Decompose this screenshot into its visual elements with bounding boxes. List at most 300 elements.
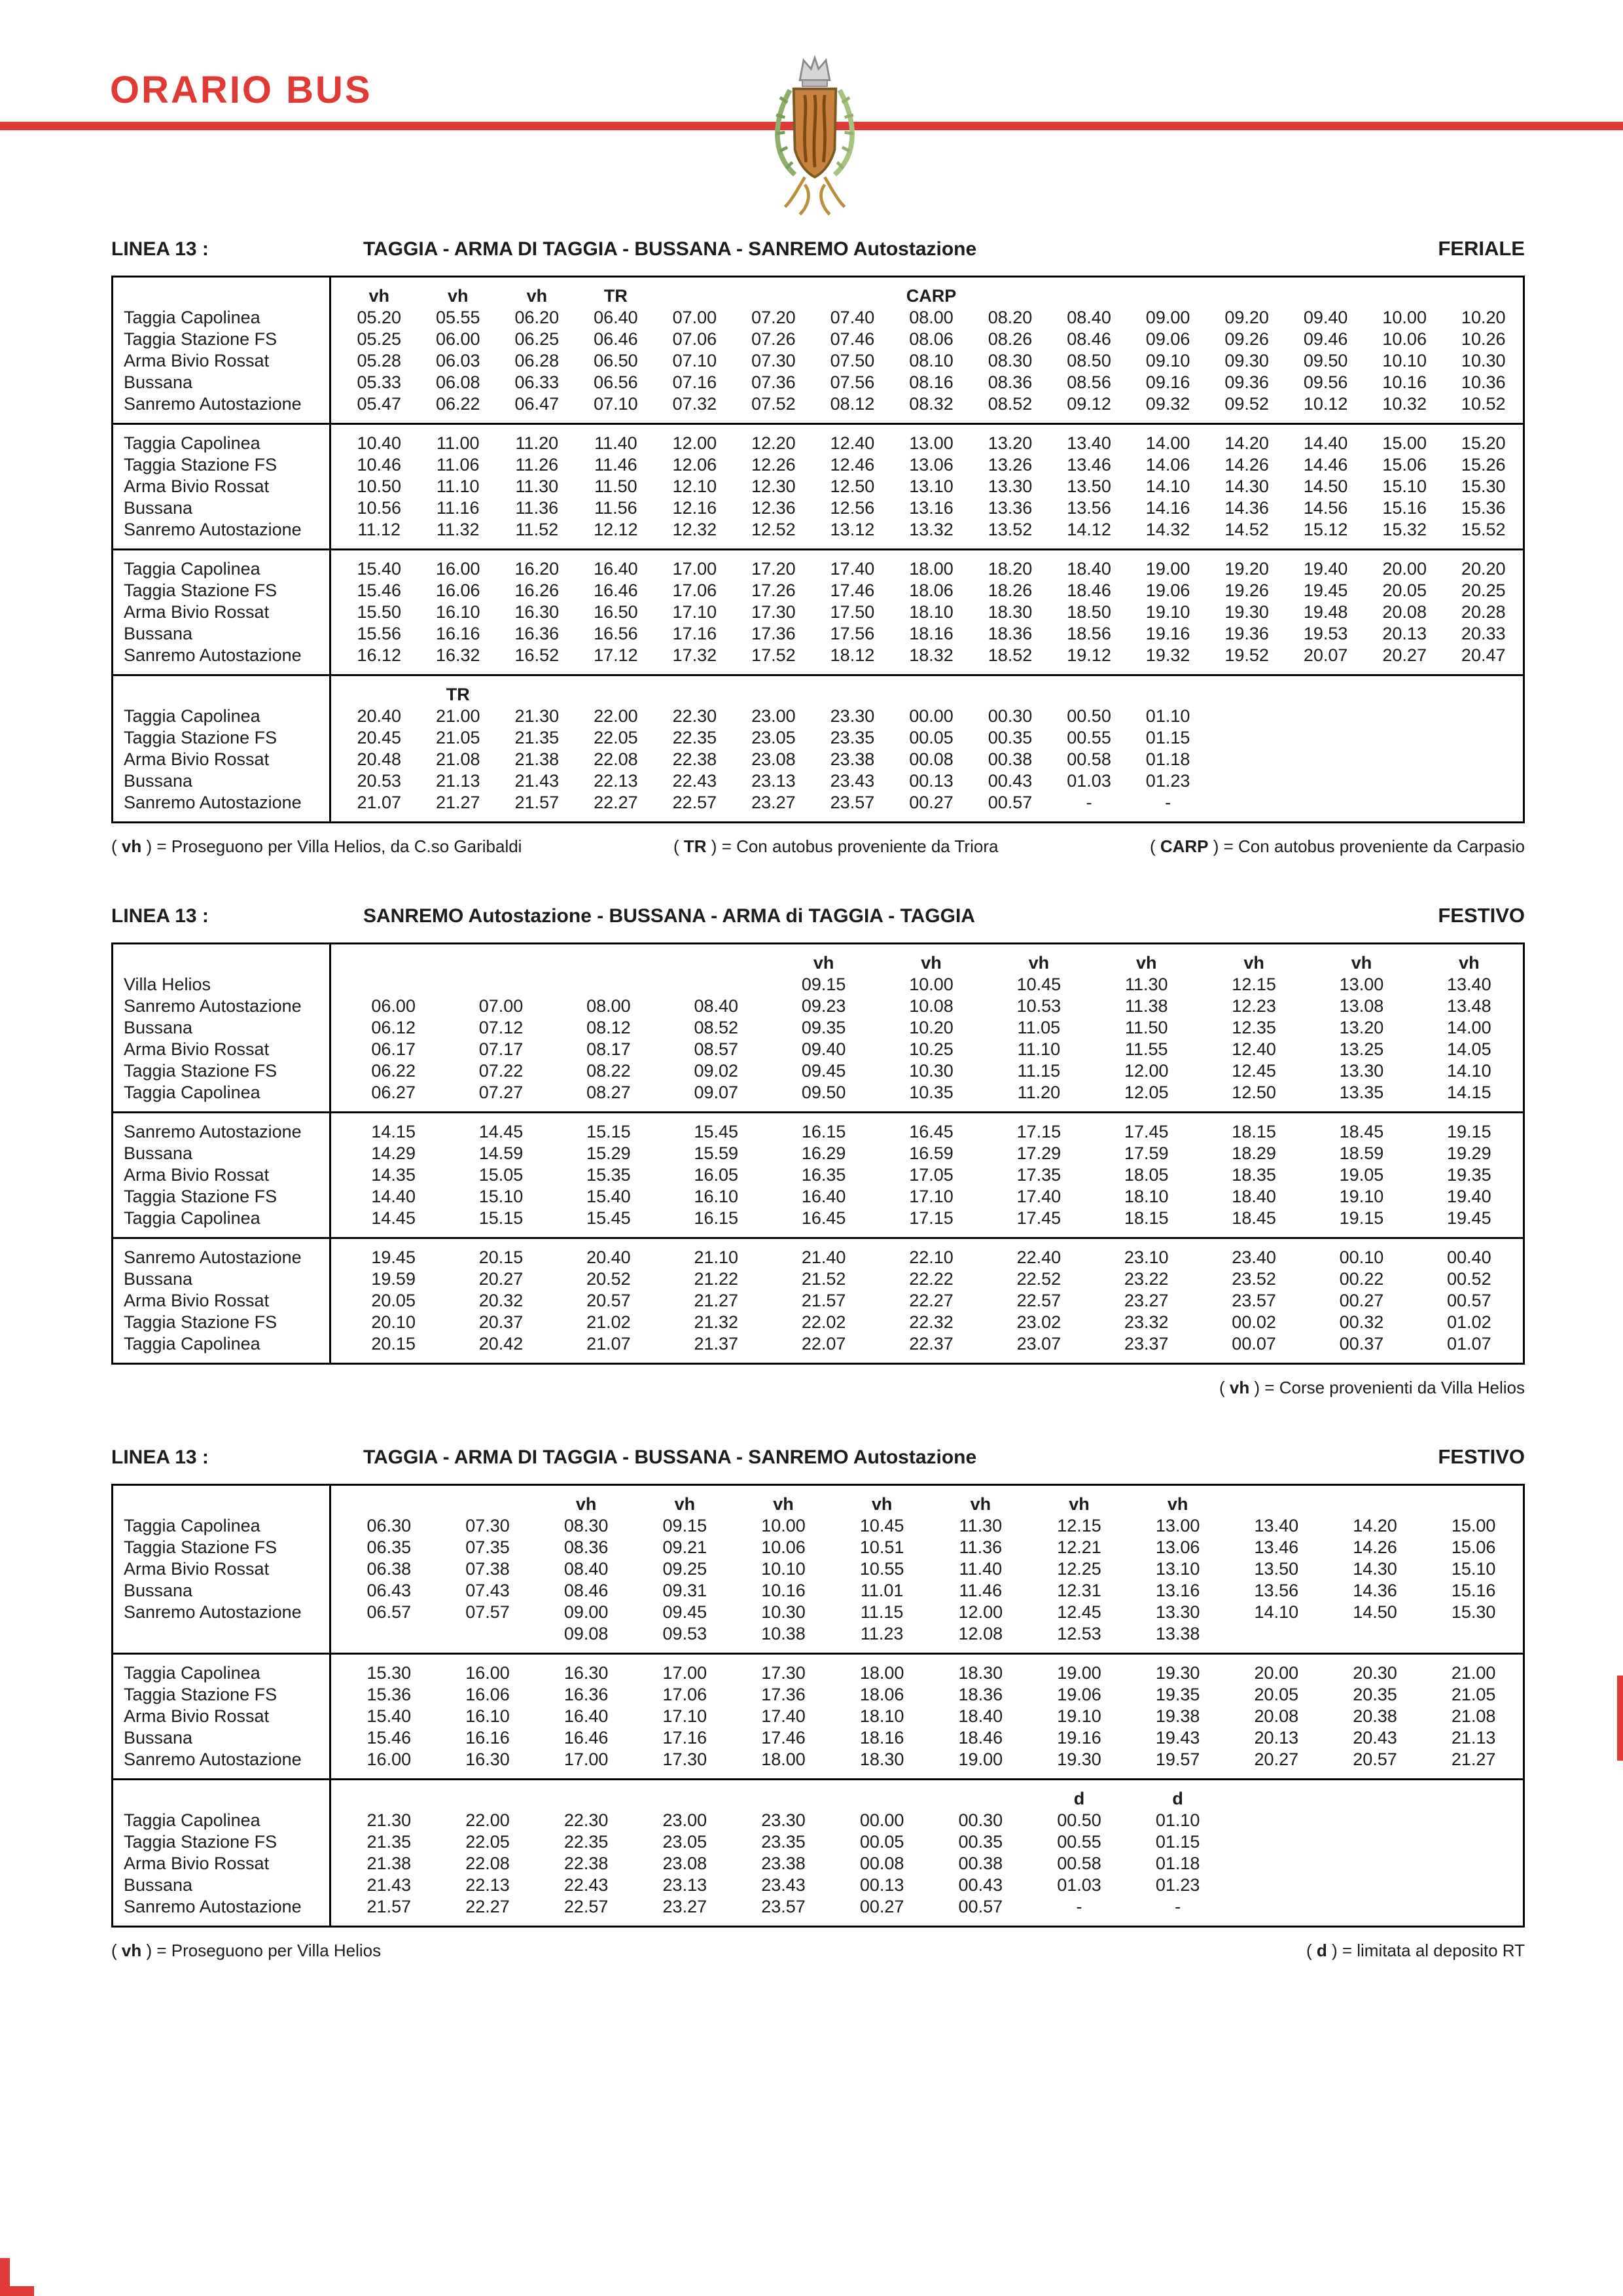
- time-cell: 01.03: [1067, 771, 1111, 791]
- time-cell: 23.10: [1124, 1247, 1169, 1267]
- time-cell: 20.40: [586, 1247, 631, 1267]
- time-cell: 09.10: [1145, 351, 1190, 370]
- times-grid: [340, 1312, 1523, 1333]
- time-cell: 09.21: [662, 1537, 707, 1557]
- time-cell: 22.37: [909, 1334, 954, 1354]
- time-cell: 10.32: [1382, 394, 1427, 414]
- time-cell: 21.38: [366, 1854, 412, 1873]
- time-cell: 09.50: [801, 1083, 846, 1102]
- time-cell: 22.30: [563, 1810, 609, 1830]
- time-cell: 01.15: [1145, 728, 1190, 747]
- station-label: Sanremo Autostazione: [124, 1122, 302, 1141]
- station-row: [113, 1312, 1523, 1333]
- time-cell: 15.35: [586, 1165, 631, 1185]
- time-cell: 18.10: [859, 1706, 904, 1726]
- time-cell: 11.05: [1017, 1018, 1061, 1037]
- marker-label: vh: [813, 953, 834, 973]
- station-row: [113, 645, 1523, 666]
- station-label: Bussana: [124, 1728, 193, 1748]
- time-cell: 22.30: [672, 706, 717, 726]
- times-grid: [340, 1334, 1523, 1354]
- time-cell: 09.07: [694, 1083, 739, 1102]
- time-cell: 15.20: [1461, 433, 1506, 453]
- time-cell: 14.29: [371, 1143, 416, 1163]
- marker-row: [113, 1788, 1523, 1810]
- time-cell: 09.40: [1303, 308, 1348, 327]
- time-cell: 20.45: [357, 728, 402, 747]
- time-cell: 12.12: [594, 520, 638, 539]
- time-cell: 14.59: [478, 1143, 524, 1163]
- time-cell: 17.46: [830, 581, 875, 600]
- time-cell: 13.38: [1155, 1624, 1200, 1643]
- time-cell: 09.12: [1067, 394, 1111, 414]
- times-grid: [340, 1685, 1523, 1705]
- time-cell: 12.31: [1057, 1581, 1101, 1600]
- time-cell: 12.06: [672, 455, 717, 475]
- time-cell: 06.00: [371, 996, 416, 1016]
- time-cell: 18.45: [1339, 1122, 1384, 1141]
- time-cell: 11.40: [594, 433, 637, 453]
- time-cell: 13.32: [909, 520, 954, 539]
- time-cell: 17.00: [662, 1663, 707, 1683]
- time-cell: 14.46: [1303, 455, 1348, 475]
- times-grid: [340, 1291, 1523, 1311]
- time-cell: 09.52: [1224, 394, 1269, 414]
- time-cell: 19.36: [1224, 624, 1269, 643]
- time-cell: 16.00: [436, 559, 480, 579]
- time-cell: 15.16: [1451, 1581, 1496, 1600]
- time-cell: 17.56: [830, 624, 875, 643]
- time-cell: 18.15: [1232, 1122, 1276, 1141]
- time-cell: 07.20: [751, 308, 796, 327]
- time-cell: 18.40: [958, 1706, 1003, 1726]
- time-cell: 13.00: [1155, 1516, 1200, 1535]
- time-cell: 22.00: [594, 706, 638, 726]
- time-cell: 15.45: [694, 1122, 739, 1141]
- station-label: Arma Bivio Rossat: [124, 602, 270, 622]
- timetable-block: [111, 1237, 1525, 1365]
- route-label: TAGGIA - ARMA DI TAGGIA - BUSSANA - SANREMO Autostazione: [363, 1446, 977, 1468]
- time-cell: 17.50: [830, 602, 875, 622]
- time-cell: 14.32: [1145, 520, 1190, 539]
- time-cell: 15.56: [357, 624, 402, 643]
- time-cell: 10.25: [909, 1039, 954, 1059]
- time-cell: 06.03: [436, 351, 480, 370]
- time-cell: 09.30: [1224, 351, 1269, 370]
- time-cell: 15.12: [1303, 520, 1348, 539]
- time-cell: 08.10: [909, 351, 954, 370]
- time-cell: 23.27: [1124, 1291, 1169, 1310]
- time-cell: 07.56: [830, 372, 875, 392]
- time-cell: 06.35: [366, 1537, 412, 1557]
- time-cell: 00.35: [988, 728, 1033, 747]
- time-cell: 14.40: [1303, 433, 1348, 453]
- time-cell: 14.06: [1145, 455, 1190, 475]
- time-cell: 16.30: [514, 602, 560, 622]
- time-cell: 07.57: [465, 1602, 510, 1622]
- time-cell: 14.30: [1224, 476, 1269, 496]
- time-cell: 01.07: [1447, 1334, 1491, 1354]
- time-cell: 10.50: [357, 476, 402, 496]
- times-grid: [340, 1247, 1523, 1268]
- time-cell: 08.06: [909, 329, 954, 349]
- time-cell: 07.36: [751, 372, 796, 392]
- time-cell: 08.22: [586, 1061, 631, 1081]
- time-cell: 12.32: [672, 520, 717, 539]
- times-grid: [340, 953, 1523, 973]
- time-cell: 18.40: [1232, 1187, 1276, 1206]
- time-cell: 06.08: [436, 372, 480, 392]
- time-cell: 00.02: [1232, 1312, 1276, 1332]
- time-cell: 07.00: [672, 308, 717, 327]
- time-cell: 15.36: [366, 1685, 412, 1704]
- timetable-1-feriale: [111, 237, 1525, 857]
- times-grid: [340, 771, 1523, 791]
- time-cell: -: [1086, 793, 1092, 812]
- timetable-block: [111, 276, 1525, 425]
- time-cell: 20.27: [1254, 1749, 1299, 1769]
- times-grid: [340, 706, 1523, 726]
- marker-label: vh: [773, 1494, 794, 1514]
- time-cell: 16.00: [366, 1749, 412, 1769]
- time-cell: 18.56: [1067, 624, 1111, 643]
- time-cell: 12.10: [672, 476, 717, 496]
- time-cell: 11.10: [437, 476, 480, 496]
- line-label: LINEA 13 :: [111, 905, 209, 927]
- time-cell: 22.27: [909, 1291, 954, 1310]
- marker-label: d: [1073, 1789, 1085, 1808]
- time-cell: 19.53: [1303, 624, 1348, 643]
- timetable-block: [111, 1653, 1525, 1780]
- time-cell: 08.12: [830, 394, 875, 414]
- time-cell: 18.00: [859, 1663, 904, 1683]
- time-cell: 17.26: [751, 581, 796, 600]
- station-row: [113, 1082, 1523, 1103]
- time-cell: 08.32: [909, 394, 954, 414]
- time-cell: 19.38: [1155, 1706, 1200, 1726]
- time-cell: 20.05: [1382, 581, 1427, 600]
- time-cell: -: [1165, 793, 1171, 812]
- time-cell: 12.00: [672, 433, 717, 453]
- station-row: [113, 792, 1523, 814]
- station-label: Sanremo Autostazione: [124, 645, 302, 665]
- time-cell: 22.32: [909, 1312, 954, 1332]
- times-grid: [340, 1875, 1523, 1895]
- station-row: [113, 558, 1523, 580]
- time-cell: 14.05: [1447, 1039, 1491, 1059]
- time-cell: 23.27: [751, 793, 796, 812]
- time-cell: 00.32: [1339, 1312, 1384, 1332]
- time-cell: 08.27: [586, 1083, 631, 1102]
- time-cell: 17.30: [761, 1663, 806, 1683]
- time-cell: 17.15: [1016, 1122, 1061, 1141]
- time-cell: 19.45: [1447, 1208, 1491, 1228]
- marker-label: vh: [1243, 953, 1264, 973]
- time-cell: 16.20: [514, 559, 560, 579]
- time-cell: 22.57: [563, 1897, 609, 1916]
- time-cell: 07.35: [465, 1537, 510, 1557]
- time-cell: 05.28: [357, 351, 402, 370]
- station-label: Villa Helios: [124, 975, 211, 994]
- time-cell: 22.27: [594, 793, 638, 812]
- time-cell: 22.07: [801, 1334, 846, 1354]
- times-grid: [340, 1537, 1523, 1558]
- time-cell: 00.27: [1339, 1291, 1384, 1310]
- time-cell: 13.06: [1155, 1537, 1200, 1557]
- time-cell: 00.05: [909, 728, 954, 747]
- marker-row: [113, 952, 1523, 974]
- time-cell: 12.21: [1057, 1537, 1101, 1557]
- page-title: ORARIO BUS: [110, 69, 372, 111]
- time-cell: 22.13: [594, 771, 638, 791]
- time-cell: 16.10: [465, 1706, 510, 1726]
- time-cell: 10.12: [1303, 394, 1348, 414]
- station-label: Arma Bivio Rossat: [124, 1039, 270, 1059]
- time-cell: 00.05: [859, 1832, 904, 1852]
- time-cell: 11.46: [959, 1581, 1003, 1600]
- time-cell: 21.30: [514, 706, 560, 726]
- time-cell: 09.08: [563, 1624, 609, 1643]
- time-cell: 01.10: [1155, 1810, 1200, 1830]
- shield-icon: [794, 89, 836, 177]
- time-cell: 07.26: [751, 329, 796, 349]
- time-cell: 18.35: [1232, 1165, 1276, 1185]
- time-cell: 20.42: [478, 1334, 524, 1354]
- time-cell: 17.16: [662, 1728, 707, 1748]
- time-cell: 15.10: [1382, 476, 1427, 496]
- time-cell: 22.35: [672, 728, 717, 747]
- footnote: [1150, 836, 1525, 857]
- time-cell: 10.45: [1016, 975, 1061, 994]
- time-cell: 21.27: [694, 1291, 739, 1310]
- station-label: Bussana: [124, 1269, 193, 1289]
- time-cell: 00.52: [1447, 1269, 1491, 1289]
- time-cell: 21.08: [1451, 1706, 1496, 1726]
- time-cell: 10.16: [761, 1581, 806, 1600]
- time-cell: 15.30: [1451, 1602, 1496, 1622]
- time-cell: 09.02: [694, 1061, 739, 1081]
- marker-label: vh: [871, 1494, 893, 1514]
- time-cell: 22.13: [465, 1875, 510, 1895]
- times-grid: [340, 520, 1523, 540]
- time-cell: 13.20: [1339, 1018, 1384, 1037]
- time-cell: 07.43: [465, 1581, 510, 1600]
- time-cell: 06.38: [366, 1559, 412, 1579]
- time-cell: 08.30: [563, 1516, 609, 1535]
- station-label: Sanremo Autostazione: [124, 520, 302, 539]
- time-cell: 17.06: [672, 581, 717, 600]
- time-cell: 12.00: [958, 1602, 1003, 1622]
- station-row: [113, 1290, 1523, 1312]
- time-cell: 23.30: [830, 706, 875, 726]
- time-cell: 08.00: [586, 996, 631, 1016]
- time-cell: 15.00: [1382, 433, 1427, 453]
- time-cell: 12.45: [1232, 1061, 1276, 1081]
- time-cell: 12.08: [958, 1624, 1003, 1643]
- time-cell: 21.07: [357, 793, 402, 812]
- time-cell: 21.40: [801, 1247, 846, 1267]
- time-cell: 16.15: [801, 1122, 846, 1141]
- time-cell: 23.38: [761, 1854, 806, 1873]
- time-cell: 20.13: [1382, 624, 1427, 643]
- time-cell: 19.12: [1067, 645, 1111, 665]
- time-cell: 07.38: [465, 1559, 510, 1579]
- time-cell: 09.26: [1224, 329, 1269, 349]
- timetable-block: [111, 548, 1525, 676]
- time-cell: 12.35: [1232, 1018, 1276, 1037]
- time-cell: -: [1175, 1897, 1181, 1916]
- station-label: Taggia Capolinea: [124, 1334, 260, 1354]
- time-cell: 10.26: [1461, 329, 1506, 349]
- station-label: Sanremo Autostazione: [124, 1247, 302, 1267]
- time-cell: 14.50: [1353, 1602, 1397, 1622]
- station-row: [113, 1017, 1523, 1039]
- time-cell: 13.40: [1067, 433, 1111, 453]
- time-cell: 15.10: [478, 1187, 524, 1206]
- time-cell: 06.33: [514, 372, 560, 392]
- time-cell: 19.40: [1303, 559, 1348, 579]
- time-cell: 17.05: [909, 1165, 954, 1185]
- time-cell: 20.57: [1353, 1749, 1397, 1769]
- time-cell: 20.15: [478, 1247, 524, 1267]
- time-cell: 00.57: [988, 793, 1033, 812]
- time-cell: 19.26: [1224, 581, 1269, 600]
- time-cell: 22.57: [1016, 1291, 1061, 1310]
- station-label: Taggia Stazione FS: [124, 1312, 277, 1332]
- time-cell: 07.00: [478, 996, 524, 1016]
- time-cell: 13.36: [988, 498, 1033, 518]
- time-cell: 22.35: [563, 1832, 609, 1852]
- station-label: Arma Bivio Rossat: [124, 1854, 270, 1873]
- time-cell: 16.40: [594, 559, 638, 579]
- marker-label: vh: [1135, 953, 1157, 973]
- station-label: Sanremo Autostazione: [124, 996, 302, 1016]
- time-cell: 16.30: [563, 1663, 609, 1683]
- time-cell: 19.52: [1224, 645, 1269, 665]
- time-cell: 17.46: [761, 1728, 806, 1748]
- time-cell: 21.32: [694, 1312, 739, 1332]
- time-cell: 18.52: [988, 645, 1033, 665]
- time-cell: 00.27: [909, 793, 954, 812]
- times-grid: [340, 1789, 1523, 1809]
- time-cell: 07.32: [672, 394, 717, 414]
- time-cell: 11.38: [1124, 996, 1168, 1016]
- time-cell: 17.29: [1016, 1143, 1061, 1163]
- time-cell: 20.13: [1254, 1728, 1299, 1748]
- footnotes: [111, 836, 1525, 857]
- time-cell: -: [1076, 1897, 1082, 1916]
- time-cell: 13.00: [909, 433, 954, 453]
- station-row: [113, 1874, 1523, 1896]
- time-cell: 15.46: [357, 581, 402, 600]
- time-cell: 20.00: [1382, 559, 1427, 579]
- station-label: Taggia Stazione FS: [124, 455, 277, 475]
- station-label: Taggia Stazione FS: [124, 1685, 277, 1704]
- time-cell: 16.59: [909, 1143, 954, 1163]
- station-label: Taggia Capolinea: [124, 1516, 260, 1535]
- marker-label: vh: [970, 1494, 991, 1514]
- time-cell: 08.00: [909, 308, 954, 327]
- time-cell: 13.00: [1339, 975, 1384, 994]
- timetable-3-festivo: [111, 1445, 1525, 1961]
- station-label: Bussana: [124, 1581, 193, 1600]
- times-grid: [340, 1897, 1523, 1917]
- time-cell: 11.55: [1124, 1039, 1168, 1059]
- time-cell: 19.30: [1155, 1663, 1200, 1683]
- time-cell: 15.05: [478, 1165, 524, 1185]
- time-cell: 11.56: [594, 498, 637, 518]
- time-cell: 10.36: [1461, 372, 1506, 392]
- time-cell: 17.40: [1016, 1187, 1061, 1206]
- time-cell: 17.35: [1016, 1165, 1061, 1185]
- station-row: [113, 1143, 1523, 1164]
- timetable-block: [111, 674, 1525, 823]
- time-cell: 17.45: [1016, 1208, 1061, 1228]
- times-grid: [340, 1663, 1523, 1683]
- time-cell: 20.32: [478, 1291, 524, 1310]
- time-cell: 21.43: [366, 1875, 412, 1895]
- times-grid: [340, 286, 1523, 306]
- time-cell: 09.15: [662, 1516, 707, 1535]
- time-cell: 13.35: [1339, 1083, 1384, 1102]
- time-cell: 08.30: [988, 351, 1033, 370]
- time-cell: 17.45: [1124, 1122, 1169, 1141]
- station-label: Taggia Stazione FS: [124, 329, 277, 349]
- time-cell: 20.25: [1461, 581, 1506, 600]
- time-cell: 17.10: [909, 1187, 954, 1206]
- station-label: Arma Bivio Rossat: [124, 351, 270, 370]
- times-grid: [340, 793, 1523, 813]
- station-label: Taggia Stazione FS: [124, 728, 277, 747]
- times-grid: [340, 308, 1523, 328]
- time-cell: 14.30: [1353, 1559, 1397, 1579]
- time-cell: 20.33: [1461, 624, 1506, 643]
- time-cell: 00.58: [1057, 1854, 1101, 1873]
- time-cell: 08.36: [988, 372, 1033, 392]
- time-cell: 11.50: [1124, 1018, 1168, 1037]
- station-row: [113, 1810, 1523, 1831]
- marker-label: TR: [446, 685, 470, 704]
- time-cell: 06.57: [366, 1602, 412, 1622]
- times-grid: [340, 975, 1523, 995]
- time-cell: 23.37: [1124, 1334, 1169, 1354]
- time-cell: 19.06: [1057, 1685, 1101, 1704]
- footnote-marker: ( vh ) =: [111, 836, 171, 856]
- time-cell: 18.05: [1124, 1165, 1169, 1185]
- time-cell: 23.02: [1016, 1312, 1061, 1332]
- time-cell: 12.16: [672, 498, 717, 518]
- station-label: Taggia Stazione FS: [124, 1061, 277, 1081]
- station-row: [113, 1268, 1523, 1290]
- time-cell: 15.10: [1451, 1559, 1496, 1579]
- time-cell: 08.36: [563, 1537, 609, 1557]
- time-cell: 07.40: [830, 308, 875, 327]
- time-cell: 21.35: [514, 728, 560, 747]
- time-cell: 16.52: [514, 645, 560, 665]
- times-grid: [340, 1018, 1523, 1038]
- station-row: [113, 1749, 1523, 1770]
- station-row: [113, 1727, 1523, 1749]
- station-row: [113, 1623, 1523, 1645]
- times-grid: [340, 996, 1523, 1016]
- time-cell: 20.27: [1382, 645, 1427, 665]
- time-cell: 11.52: [515, 520, 559, 539]
- station-label: Bussana: [124, 498, 193, 518]
- times-grid: [340, 498, 1523, 518]
- time-cell: 18.16: [909, 624, 954, 643]
- time-cell: 09.25: [662, 1559, 707, 1579]
- station-label: Taggia Capolinea: [124, 1810, 260, 1830]
